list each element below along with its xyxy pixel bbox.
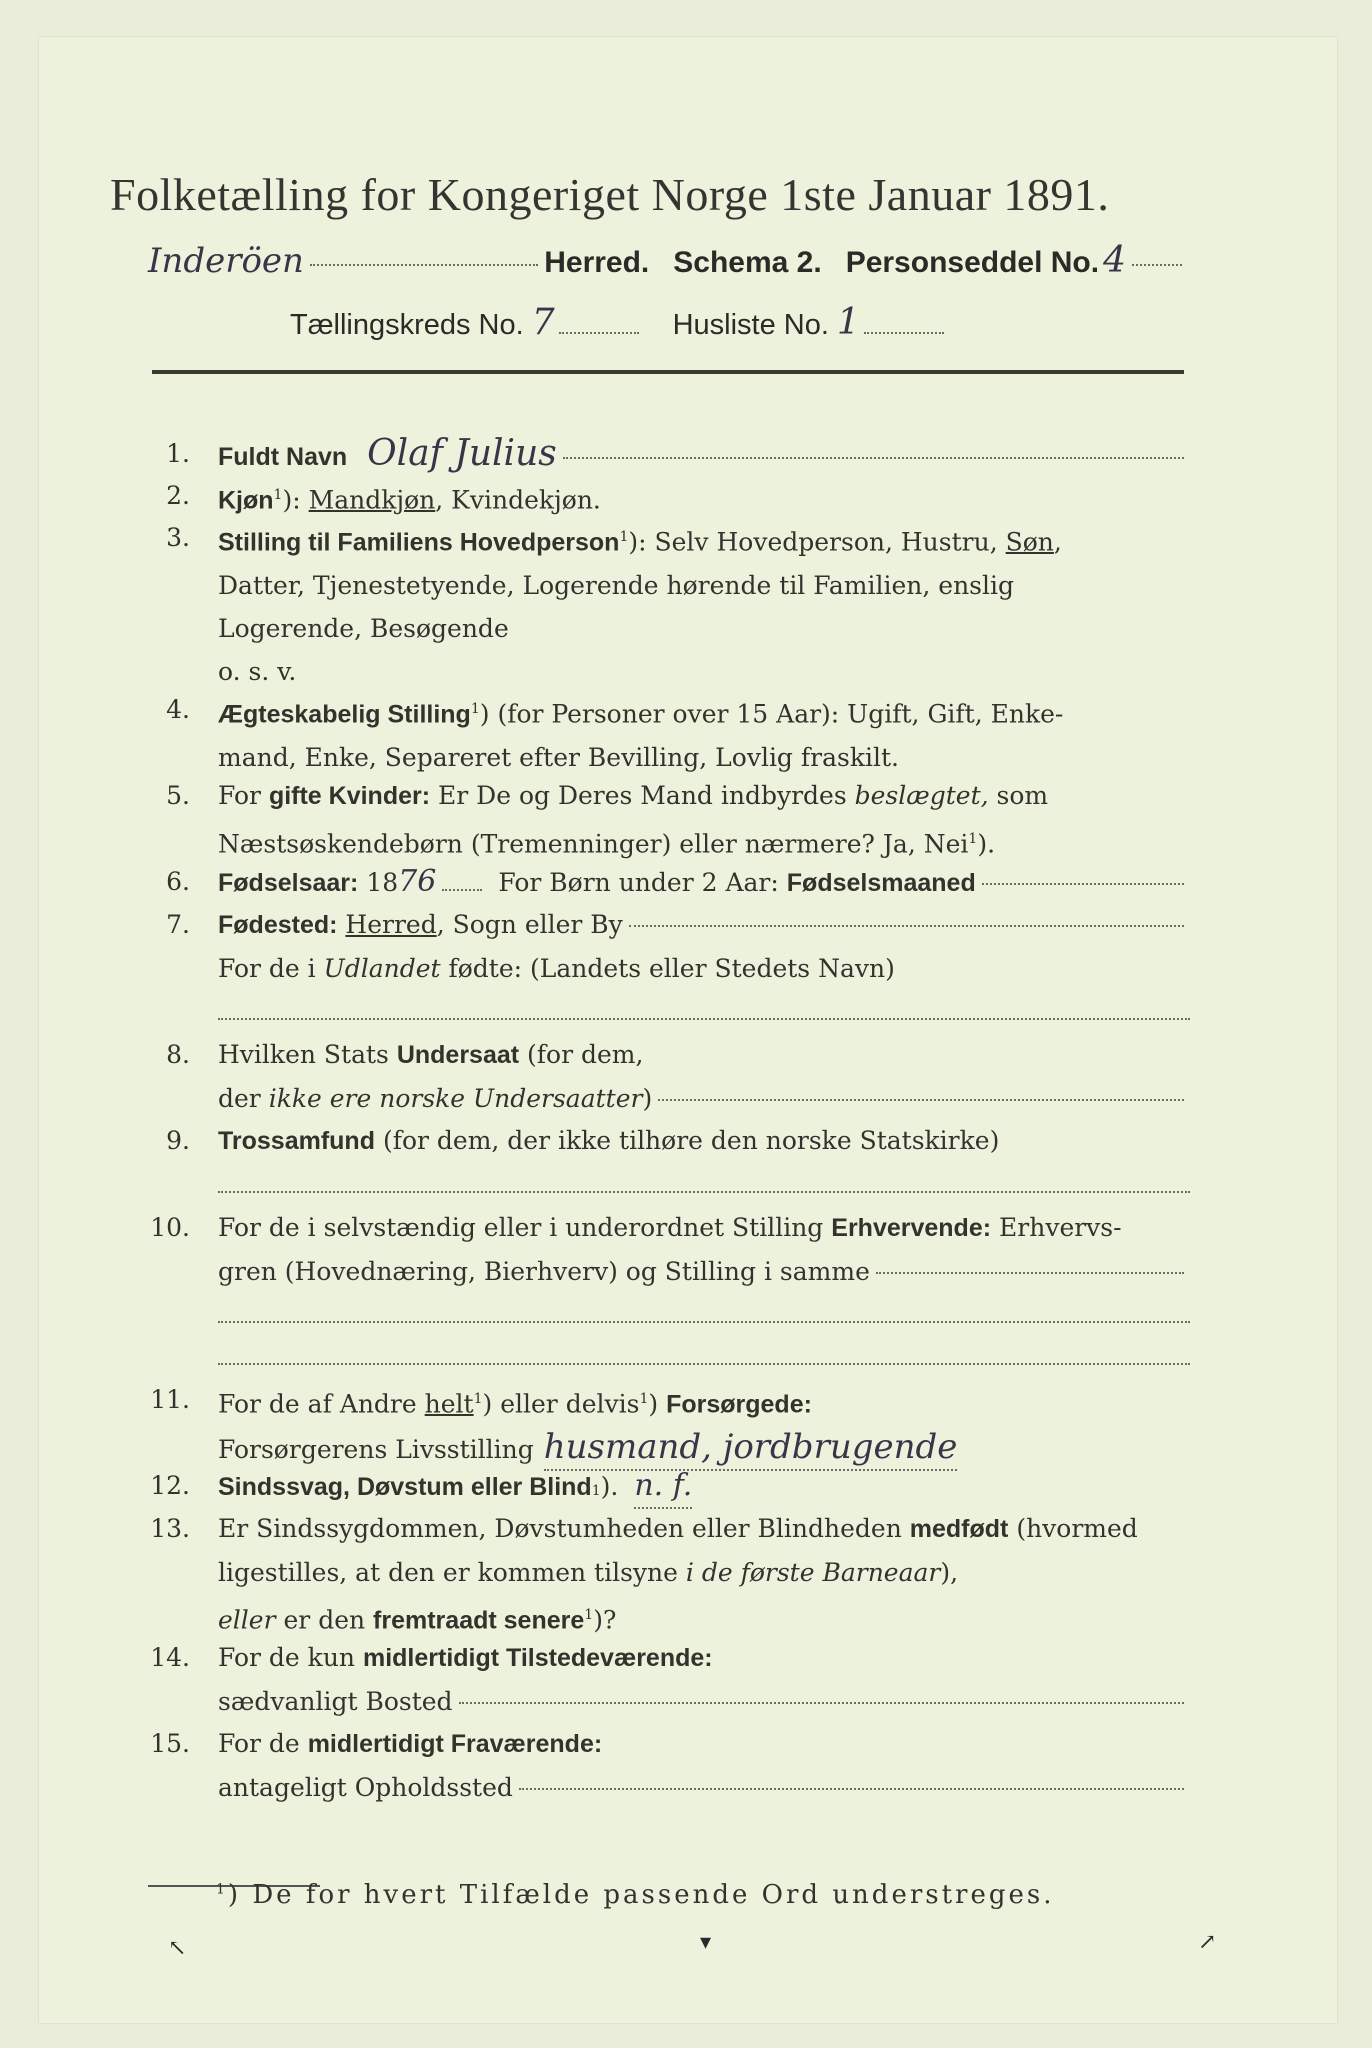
text: For [218,781,261,810]
text: Hvilken Stats [218,1040,389,1069]
personseddel-value: 4 [1103,240,1126,281]
dot-leader [982,883,1184,885]
text: ligestilles, at den er kommen tilsyne [218,1558,678,1587]
married-women-label: gifte Kvinder: [268,782,431,810]
sex-label: Kjøn [218,486,274,515]
text: fødte: (Landets eller Stedets Navn) [448,954,895,983]
question-number: 8. [166,1040,190,1069]
text: i de første Barneaar [685,1558,941,1587]
form-title: Folketælling for Kongeriget Norge 1ste Januar 1891. [110,169,1110,220]
question-number: 9. [166,1126,190,1155]
text: beslægtet, [854,781,989,810]
text: Logerende, Besøgende [218,614,509,644]
dot-leader [519,1788,1184,1790]
question-number: 13. [150,1514,190,1543]
full-name-label: Fuldt Navn [218,443,348,471]
answer-line [218,1018,1190,1020]
herred-value: Inderöen [148,241,304,281]
taellingskreds-label: Tællingskreds No. [290,309,524,341]
question-number: 11. [150,1385,190,1414]
text: Er De og Deres Mand indbyrdes [438,781,847,810]
text: (for dem, [527,1040,644,1069]
text: For Børn under 2 Aar: [498,868,779,897]
footnote-ref: 1 [473,1391,483,1407]
text: ) [642,1084,653,1113]
text: gren (Hovednæring, Bierhverv) og Stilling i samme [218,1257,870,1286]
question-number: 5. [166,781,190,810]
citizenship-label: Undersaat [396,1041,520,1069]
taellingskreds-line [290,302,948,343]
text: ): Selv Hovedperson, Hustru, [628,527,998,557]
question-number: 14. [150,1643,190,1672]
dot-leader [310,264,538,266]
herred-line [148,240,1188,281]
birth-year-label: Fødselsaar: [218,869,359,897]
dot-leader [559,332,639,334]
question-number: 6. [166,867,190,896]
footnote-ref: 1 [619,529,629,545]
text: , [1053,527,1062,557]
question-number: 12. [150,1471,190,1500]
question-number: 1. [166,439,190,468]
birth-year-value: 76 [398,864,437,899]
herred-label: Herred. [544,246,650,279]
marital-status-label: Ægteskabelig Stilling [218,700,471,729]
header-rule [152,370,1184,374]
dot-leader [563,457,1184,459]
text: ). [977,829,996,859]
footnote-ref: 1 [273,487,283,503]
dot-leader [876,1272,1184,1274]
text: o. s. v. [218,657,297,687]
text: ). [600,1472,619,1501]
text: Er Sindssygdommen, Døvstumheden eller Blindheden [218,1514,902,1543]
later-onset-label: fremtraadt senere [373,1606,585,1635]
taellingskreds-value: 7 [531,302,555,343]
text: som [996,781,1049,810]
answer-line [218,1191,1190,1193]
corner-mark-icon: ↖ [168,1936,187,1961]
text: ), [940,1558,959,1587]
text: )? [593,1605,617,1635]
dot-leader [864,332,944,334]
text: antageligt Opholdssted [218,1773,513,1802]
text: Erhvervs- [999,1213,1122,1242]
footnote-ref: 1 [968,831,978,847]
dot-leader [442,889,482,891]
text: er den [283,1605,366,1635]
text: (hvormed [1016,1514,1138,1543]
question-number: 4. [166,695,190,724]
congenital-label: medfødt [909,1515,1009,1543]
text: ) (for Personer over 15 Aar): Ugift, Gift, Enke- [479,699,1064,729]
option-helt: helt [424,1389,474,1419]
footnote-ref: 1 [639,1391,649,1407]
text: For de i selvstændig eller i underordnet Stilling [218,1213,824,1242]
text: (for dem, der ikke tilhøre den norske Statskirke) [382,1126,1000,1155]
occupation-label: Erhvervende: [831,1214,992,1242]
option-son: Søn [1005,527,1054,557]
text: eller [218,1605,276,1635]
husliste-label: Husliste No. [672,309,829,341]
text: Næstsøskendebørn (Tremenninger) eller nærmere? Ja, Nei [218,829,969,859]
provider-occupation-value: husmand, jordbrugende [544,1426,958,1471]
sex-option-female: , Kvindekjøn. [435,485,601,515]
question-number: 2. [166,481,190,510]
personseddel-label: Personseddel No. [845,246,1100,279]
text: sædvanligt Bosted [218,1687,453,1716]
footnote [216,1880,1055,1910]
full-name-value: Olaf Julius [367,433,557,474]
question-1 [140,432,1190,480]
text: Forsørgerens Livsstilling [218,1435,534,1465]
question-number: 15. [150,1729,190,1758]
question-number: 7. [166,910,190,939]
text: ) eller delvis [482,1389,640,1419]
temporary-present-label: midlertidigt Tilstedeværende: [362,1644,713,1672]
option-herred: Herred [345,910,437,939]
birth-year-prefix: 18 [366,868,399,897]
husliste-value: 1 [836,302,860,343]
religion-label: Trossamfund [218,1127,375,1155]
text: ) [648,1389,659,1419]
footnote-ref: 1 [584,1607,594,1623]
text: Udlandet [323,954,441,983]
footnote-ref: 1 [470,701,480,717]
dot-leader [629,925,1184,927]
footnote-ref: 1 [591,1483,601,1499]
text: For de af Andre [218,1389,417,1419]
disability-label: Sindssvag, Døvstum eller Blind [218,1473,592,1501]
birthplace-label: Fødested: [218,911,338,939]
supported-label: Forsørgede: [666,1390,812,1419]
text: For de kun [218,1643,356,1672]
corner-mark-icon: ↗ [1198,1930,1217,1955]
question-number: 10. [150,1213,190,1242]
text: , Sogn eller By [436,910,623,939]
text: der [218,1084,261,1113]
question-number: 3. [166,523,190,552]
text: For de [218,1729,300,1758]
center-mark-icon: ▾ [700,1930,712,1955]
footnote-text: ) De for hvert Tilfælde passende Ord understreges. [227,1880,1055,1910]
answer-line [218,1363,1190,1365]
text: ikke ere norske Undersaatter [268,1084,643,1113]
sex-option-male: Mandkjøn [308,485,436,515]
dot-leader [658,1099,1184,1101]
schema-label: Schema 2. [673,246,822,279]
temporary-absent-label: midlertidigt Fraværende: [307,1730,603,1758]
family-position-label: Stilling til Familiens Hovedperson [218,528,620,557]
dot-leader [459,1702,1184,1704]
answer-line [218,1321,1190,1323]
birth-month-label: Fødselsmaaned [786,869,976,897]
text: mand, Enke, Separeret efter Bevilling, Lovlig fraskilt. [218,743,899,773]
text: For de i [218,954,316,983]
text: ): [282,485,301,515]
disability-value: n. f. [634,1464,692,1509]
dot-leader [1132,264,1182,266]
text: Datter, Tjenestetyende, Logerende hørende til Familien, enslig [218,571,1015,601]
footnote-marker: 1 [216,1881,228,1898]
